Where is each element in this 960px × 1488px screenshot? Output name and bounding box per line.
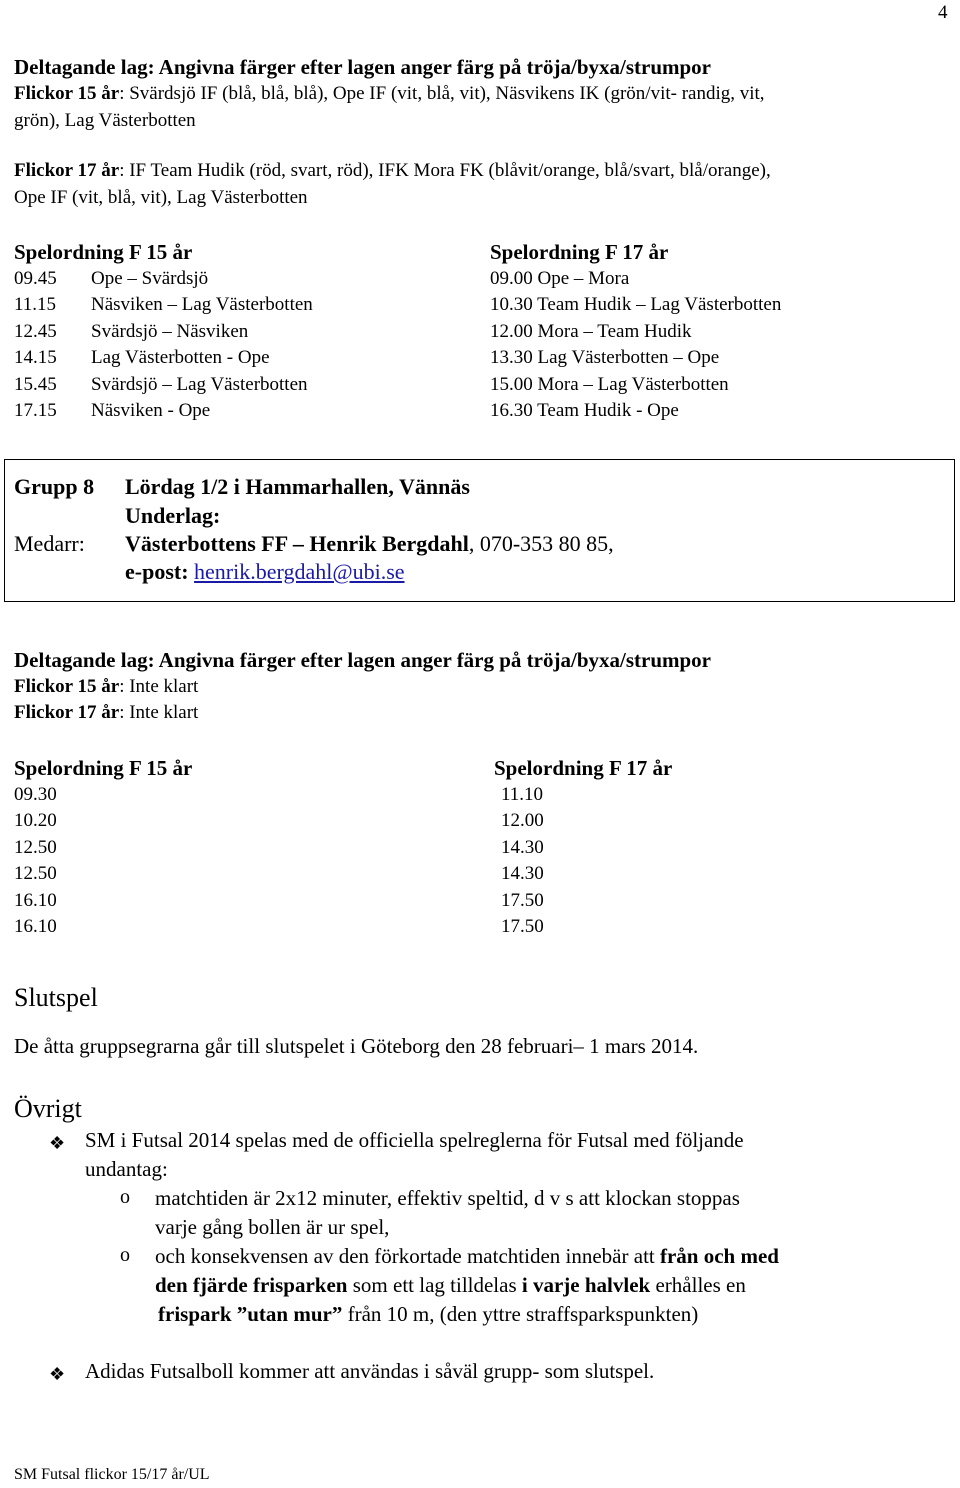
diamond-bullet-icon: ❖ [49, 1364, 66, 1384]
schedule-time: 14.30 [501, 837, 544, 858]
schedule-match: Näsviken – Lag Västerbotten [91, 294, 313, 315]
f15-teams-text: : Inte klart [119, 676, 199, 697]
schedule-time: 16.10 [14, 916, 57, 937]
schedule-match: Svärdsjö – Lag Västerbotten [91, 374, 308, 395]
diamond-bullet-icon: ❖ [49, 1133, 66, 1153]
schedule-time: 11.15 [14, 294, 57, 315]
schedule-time: 12.00 [501, 810, 544, 831]
schedule-time: 14.15 [14, 347, 57, 368]
schedule-time: 17.15 [14, 400, 57, 421]
f17-teams-text: : IF Team Hudik (röd, svart, röd), IFK Mora FK (blåvit/orange, blå/svart, blå/orange), [119, 160, 771, 181]
schedule-line: 10.30 Team Hudik – Lag Västerbotten [490, 294, 782, 315]
medarr-org: Västerbottens FF – Henrik Bergdahl [125, 531, 469, 556]
sub2-text-g: frispark ”utan mur” [158, 1302, 343, 1326]
schedule-time: 09.30 [14, 784, 57, 805]
section1-f15-order-title: Spelordning F 15 år [14, 240, 193, 264]
sub-bullet2-line1 [155, 1244, 779, 1269]
sub2-text-d: som ett lag tilldelas [347, 1273, 522, 1297]
sub-bullet1-line1: matchtiden är 2x12 minuter, effektiv speltid, d v s att klockan stoppas [155, 1186, 740, 1210]
section2-f17-order-title: Spelordning F 17 år [494, 756, 673, 780]
schedule-time: 12.50 [14, 837, 57, 858]
section2-f15-teams [14, 676, 198, 698]
ovrigt-bullet1-line2: undantag: [85, 1157, 168, 1181]
sub2-text-b: från och med [659, 1244, 779, 1268]
medarr-contact [125, 531, 614, 557]
sub-bullet1-line2: varje gång bollen är ur spel, [155, 1215, 390, 1239]
section2-f15-order-title: Spelordning F 15 år [14, 756, 193, 780]
sub2-text-c: den fjärde frisparken [155, 1273, 348, 1297]
schedule-match: Svärdsjö – Näsviken [91, 321, 249, 342]
schedule-line: 09.00 Ope – Mora [490, 268, 630, 289]
schedule-match: Näsviken - Ope [91, 400, 211, 421]
f15-teams-text: : Svärdsjö IF (blå, blå, blå), Ope IF (vit, blå, vit), Näsvikens IK (grön/vit- randig, vit, [119, 83, 765, 104]
sub2-text-e: i varje halvlek [521, 1273, 651, 1297]
schedule-match: Ope – Svärdsjö [91, 268, 209, 289]
medarr-label: Medarr: [14, 531, 85, 556]
schedule-time: 11.10 [501, 784, 544, 805]
sub2-text-f: erhålles en [650, 1273, 746, 1297]
schedule-time: 10.20 [14, 810, 57, 831]
schedule-time: 12.45 [14, 321, 57, 342]
sub-bullet-icon: o [120, 1186, 130, 1208]
schedule-line: 13.30 Lag Västerbotten – Ope [490, 347, 720, 368]
schedule-time: 17.50 [501, 916, 544, 937]
schedule-time: 14.30 [501, 863, 544, 884]
section1-f17-teams-cont: Ope IF (vit, blå, vit), Lag Västerbotten [14, 187, 308, 208]
schedule-time: 17.50 [501, 890, 544, 911]
ovrigt-bullet1-line1: SM i Futsal 2014 spelas med de officiella spelreglerna för Futsal med följande [85, 1128, 744, 1152]
sub-bullet2-line3 [158, 1302, 698, 1327]
section1-f15-teams-cont: grön), Lag Västerbotten [14, 110, 196, 131]
schedule-match: Lag Västerbotten - Ope [91, 347, 270, 368]
schedule-time: 15.45 [14, 374, 57, 395]
schedule-time: 09.45 [14, 268, 57, 289]
sub2-text-a: och konsekvensen av den förkortade matchtiden innebär att [155, 1244, 660, 1268]
sub-bullet2-line2 [155, 1273, 746, 1298]
page-number: 4 [938, 2, 948, 23]
schedule-time: 12.50 [14, 863, 57, 884]
email-line [125, 559, 405, 585]
email-label: e-post: [125, 559, 195, 584]
f17-teams-text: : Inte klart [119, 702, 199, 723]
group-info: Lördag 1/2 i Hammarhallen, Vännäs [125, 474, 470, 499]
schedule-time: 16.10 [14, 890, 57, 911]
group-label: Grupp 8 [14, 474, 95, 499]
ovrigt-bullet2: Adidas Futsalboll kommer att användas i såväl grupp- som slutspel. [85, 1359, 655, 1383]
slutspel-title: Slutspel [14, 983, 98, 1012]
f17-label: Flickor 17 år [14, 160, 120, 181]
section1-heading: Deltagande lag: Angivna färger efter lagen anger färg på tröja/byxa/strumpor [14, 55, 711, 79]
f17-label: Flickor 17 år [14, 702, 120, 723]
f15-label: Flickor 15 år [14, 83, 120, 104]
section1-f15-teams [14, 83, 765, 105]
section2-heading: Deltagande lag: Angivna färger efter lagen anger färg på tröja/byxa/strumpor [14, 648, 711, 672]
schedule-line: 15.00 Mora – Lag Västerbotten [490, 374, 729, 395]
section1-f17-teams [14, 160, 771, 182]
sub2-text-h: från 10 m, (den yttre straffsparkspunkten) [342, 1302, 699, 1326]
sub-bullet-icon: o [120, 1244, 130, 1266]
schedule-line: 16.30 Team Hudik - Ope [490, 400, 679, 421]
medarr-phone: , 070-353 80 85, [468, 531, 614, 556]
page-footer: SM Futsal flickor 15/17 år/UL [14, 1466, 210, 1483]
underlag-label: Underlag: [125, 503, 221, 528]
schedule-line: 12.00 Mora – Team Hudik [490, 321, 692, 342]
email-link[interactable]: henrik.bergdahl@ubi.se [194, 559, 405, 584]
slutspel-text: De åtta gruppsegrarna går till slutspelet i Göteborg den 28 februari– 1 mars 2014. [14, 1034, 699, 1058]
ovrigt-title: Övrigt [14, 1094, 82, 1123]
f15-label: Flickor 15 år [14, 676, 120, 697]
section2-f17-teams [14, 702, 198, 724]
section1-f17-order-title: Spelordning F 17 år [490, 240, 669, 264]
